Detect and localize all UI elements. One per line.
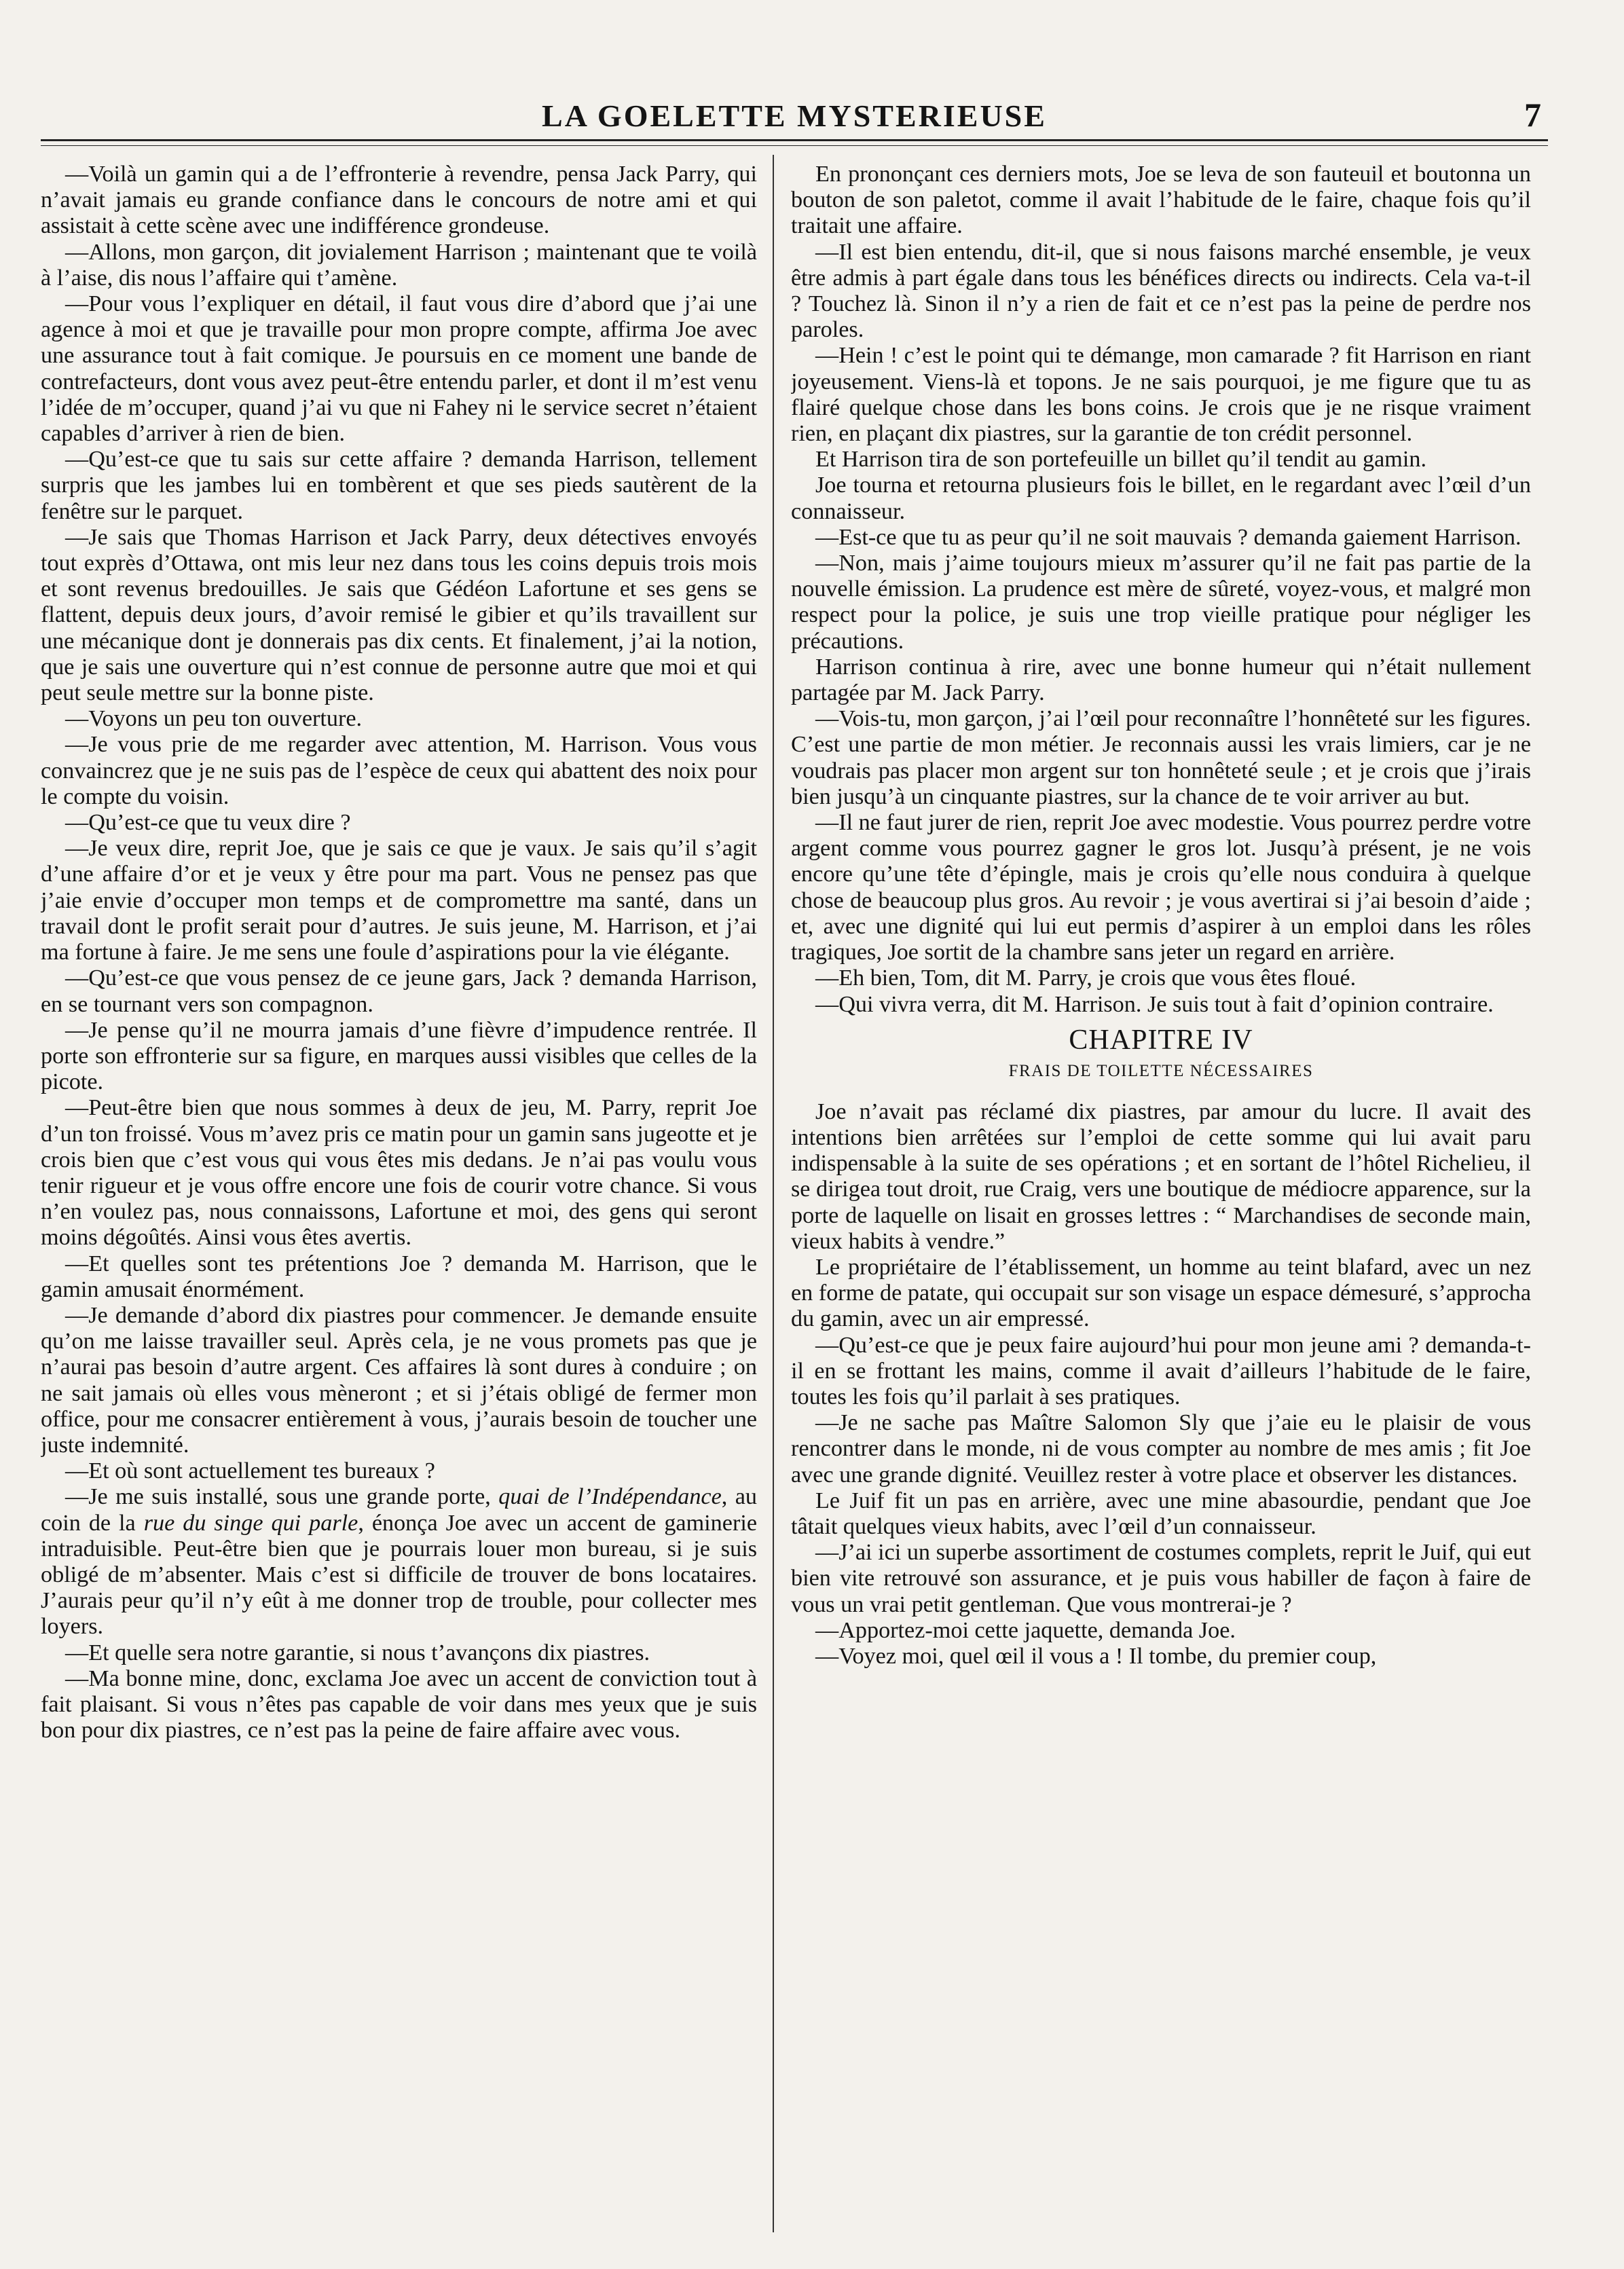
paragraph: En prononçant ces derniers mots, Joe se leva de son fauteuil et boutonna un bouton de son paletot, comme il avait l’habitude de le faire, chaque fois qu’il traitait une affaire.: [791, 162, 1531, 239]
paragraph: —Voyez moi, quel œil il vous a ! Il tombe, du premier coup,: [815, 1643, 1377, 1669]
paragraph: Joe n’avait pas réclamé dix piastres, par amour du lucre. Il avait des intentions bien arrêtées sur l’emploi de cette somme qui lui avait paru indispensable à la suite de ses opérations ; et en sortant de l’hôtel Richelieu, il se dirigea tout droit, rue Craig, vers une boutique de médiocre apparence, sur la porte de laquelle on lisait en grosses lettres : “ Marchandises de seconde main, vieux habits à vendre.”: [791, 1099, 1531, 1254]
paragraph: —Je veux dire, reprit Joe, que je sais ce que je vaux. Je sais qu’il s’agit d’une affaire d’or et je veux y être pour ma part. Vous ne pensez pas que j’aie envie d’occuper mon temps et de compromettre ma santé, dans un travail dont le profit serait pour d’autres. Je suis jeune, M. Harrison, et j’ai ma fortune à faire. Je me sens une foule d’aspirations pour la vie élégante.: [41, 836, 757, 965]
paragraph: —Qu’est-ce que je peux faire aujourd’hui pour mon jeune ami ? demanda-t-il en se frottant les mains, comme il avait d’ailleurs l’habitude de le faire, toutes les fois qu’il parlait à ses pratiques.: [791, 1332, 1531, 1409]
paragraph: —Je vous prie de me regarder avec attention, M. Harrison. Vous vous convaincrez que je ne suis pas de l’espèce de ceux qui abattent des noix pour le compte du voisin.: [41, 732, 757, 809]
left-column: [41, 162, 757, 2239]
paragraph: [41, 1484, 757, 1640]
paragraph: Joe tourna et retourna plusieurs fois le billet, en le regardant avec l’œil d’un connaisseur.: [791, 473, 1531, 524]
paragraph: —J’ai ici un superbe assortiment de costumes complets, reprit le Juif, qui eut bien vite retrouvé son assurance, et je puis vous habiller de façon à faire de vous un vrai petit gentleman. Que vous montrerai-je ?: [791, 1540, 1531, 1617]
italic-street-name: rue du singe qui parle: [143, 1510, 358, 1536]
paragraph: —Je sais que Thomas Harrison et Jack Parry, deux détectives envoyés tout exprès d’Ottawa, ont mis leur nez dans tous les coins depuis trois mois et sont revenus bredouilles. Je sais que Gédéon Lafortune et ses gens se flattent, depuis deux jours, d’avoir remisé le gibier et qu’ils travaillent sur une mécanique dont je donnerais pas dix cents. Et finalement, j’ai la notion, que je sais une ouverture qui n’est connue de personne autre que moi et qui peut seule mettre sur la bonne piste.: [41, 524, 757, 706]
paragraph: —Et quelle sera notre garantie, si nous t’avançons dix piastres.: [65, 1640, 650, 1665]
paragraph: Le propriétaire de l’établissement, un homme au teint blafard, avec un nez en forme de patate, qui occupait sur son visage un espace démesuré, s’approcha du gamin, avec un air empressé.: [791, 1254, 1531, 1332]
text-run: , au coin de la: [41, 1484, 757, 1536]
italic-place-name: quai de l’Indépendance: [498, 1484, 722, 1510]
column-divider: [773, 155, 774, 2232]
running-title: LA GOELETTE MYSTERIEUSE: [542, 98, 1047, 133]
paragraph: —Non, mais j’aime toujours mieux m’assurer qu’il ne fait pas partie de la nouvelle émission. La prudence est mère de sûreté, voyez-vous, et malgré mon respect pour la police, je suis une trop vieille pratique pour négliger les précautions.: [791, 551, 1531, 654]
paragraph: —Qui vivra verra, dit M. Harrison. Je suis tout à fait d’opinion contraire.: [815, 991, 1494, 1017]
paragraph: —Apportez-moi cette jaquette, demanda Joe.: [815, 1617, 1236, 1643]
paragraph: —Je ne sache pas Maître Salomon Sly que j’aie eu le plaisir de vous rencontrer dans le monde, ni de vous compter au nombre de mes amis ; fit Joe avec une grande dignité. Veuillez rester à votre place et observer les distances.: [791, 1410, 1531, 1488]
paragraph: —Peut-être bien que nous sommes à deux de jeu, M. Parry, reprit Joe d’un ton froissé. Vous m’avez pris ce matin pour un gamin sans jugeotte et je crois bien que c’est vous qui vous êtes mis dedans. Je n’ai pas voulu vous tenir rigueur et je vous offre encore une fois de courir votre chance. Si vous n’en voulez pas, nous connaissons, Lafortune et moi, des gens qui seront moins dégoûtés. Ainsi vous êtes avertis.: [41, 1095, 757, 1251]
text-run: —Je me suis installé, sous une grande porte,: [65, 1484, 499, 1510]
paragraph: Et Harrison tira de son portefeuille un billet qu’il tendit au gamin.: [815, 447, 1427, 473]
paragraph: —Ma bonne mine, donc, exclama Joe avec un accent de conviction tout à fait plaisant. Si vous n’êtes pas capable de voir dans mes yeux que je suis bon pour dix piastres, ce n’est pas la peine de faire affaire avec vous.: [41, 1665, 757, 1744]
paragraph: —Voilà un gamin qui a de l’effronterie à revendre, pensa Jack Parry, qui n’avait jamais eu grande confiance dans le concours de notre ami et qui assistait à cette scène avec une indifférence grondeuse.: [41, 162, 757, 239]
paragraph: Harrison continua à rire, avec une bonne humeur qui n’était nullement partagée par M. Jack Parry.: [791, 654, 1531, 706]
paragraph: —Et où sont actuellement tes bureaux ?: [65, 1458, 435, 1484]
header-rule-thin: [41, 145, 1548, 146]
text-run: , énonça Joe avec un accent de gaminerie intraduisible. Peut-être bien que je pourrais louer mon bureau, si je suis obligé de m’absenter. Mais c’est si difficile de trouver de bons locataires. J’aurais peur qu’il n’y eût à me donner trop de trouble, pour collecter mes loyers.: [41, 1510, 757, 1640]
right-column: [791, 162, 1531, 2239]
paragraph: —Hein ! c’est le point qui te démange, mon camarade ? fit Harrison en riant joyeusement. Viens-là et topons. Je ne sais pourquoi, je me figure que tu as flairé quelque chose dans les bons coins. Je crois que je ne risque vraiment rien, en plaçant dix piastres, sur la garantie de ton crédit personnel.: [791, 343, 1531, 447]
paragraph: —Je pense qu’il ne mourra jamais d’une fièvre d’impudence rentrée. Il porte son effronterie sur sa figure, en marques aussi visibles que celles de la picote.: [41, 1017, 757, 1095]
paragraph: —Voyons un peu ton ouverture.: [65, 706, 363, 732]
page-header: [41, 95, 1548, 143]
paragraph: —Qu’est-ce que tu sais sur cette affaire ? demanda Harrison, tellement surpris que les jambes lui en tombèrent et que ses pieds sautèrent de la fenêtre sur le parquet.: [41, 447, 757, 524]
paragraph: —Est-ce que tu as peur qu’il ne soit mauvais ? demanda gaiement Harrison.: [815, 524, 1521, 550]
paragraph: —Il est bien entendu, dit-il, que si nous faisons marché ensemble, je veux être admis à part égale dans tous les bénéfices directs ou indirects. Cela va-t-il ? Touchez là. Sinon il n’y a rien de fait et ce n’est pas la peine de perdre nos paroles.: [791, 239, 1531, 343]
paragraph: —Pour vous l’expliquer en détail, il faut vous dire d’abord que j’ai une agence à moi et que je travaille pour mon propre compte, affirma Joe avec une assurance tout à fait comique. Je poursuis en ce moment une bande de contrefacteurs, dont vous avez peut-être entendu parler, et dont il m’est venu l’idée de m’occuper, quand j’ai vu que ni Fahey ni le service secret n’étaient capables d’arriver à rien de bien.: [41, 291, 757, 447]
paragraph: —Eh bien, Tom, dit M. Parry, je crois que vous êtes floué.: [815, 965, 1357, 991]
paragraph: —Qu’est-ce que tu veux dire ?: [65, 810, 351, 836]
paragraph: —Vois-tu, mon garçon, j’ai l’œil pour reconnaître l’honnêteté sur les figures. C’est une partie de mon métier. Je reconnais aussi les vrais limiers, car je ne voudrais pas placer mon argent sur ton honnêteté seule ; et je crois que j’irais bien jusqu’à un cinquante piastres, sur la chance de te voir arriver au but.: [791, 706, 1531, 809]
paragraph: —Qu’est-ce que vous pensez de ce jeune gars, Jack ? demanda Harrison, en se tournant vers son compagnon.: [41, 965, 757, 1017]
header-rule: [41, 139, 1548, 141]
paragraph: —Et quelles sont tes prétentions Joe ? demanda M. Harrison, que le gamin amusait énormément.: [41, 1251, 757, 1302]
paragraph: —Je demande d’abord dix piastres pour commencer. Je demande ensuite qu’on me laisse travailler seul. Après cela, je ne vous promets pas que je n’aurai pas besoin d’autre argent. Ces affaires là sont dures à conduire ; on ne sait jamais où elles vous mèneront ; et si j’étais obligé de fermer mon office, pour me consacrer entièrement à vous, j’aurais besoin de toucher une juste indemnité.: [41, 1302, 757, 1458]
paragraph: —Il ne faut jurer de rien, reprit Joe avec modestie. Vous pourrez perdre votre argent comme vous pourrez gagner le gros lot. Jusqu’à présent, je ne vois encore qu’une tête d’épingle, mais je crois qu’elle nous conduira à quelque chose de beaucoup plus gros. Au revoir ; je vous avertirai si j’ai besoin d’aide ; et, avec une dignité qui lui eut permis d’aspirer à un emploi dans les rôles tragiques, Joe sortit de la chambre sans jeter un regard en arrière.: [791, 810, 1531, 965]
chapter-title: CHAPITRE IV: [1069, 1024, 1253, 1056]
paragraph: Le Juif fit un pas en arrière, avec une mine abasourdie, pendant que Joe tâtait quelques vieux habits, avec l’œil d’un connaisseur.: [791, 1488, 1531, 1539]
paragraph: —Allons, mon garçon, dit jovialement Harrison ; maintenant que te voilà à l’aise, dis nous l’affaire qui t’amène.: [41, 239, 757, 291]
page-number: 7: [1524, 96, 1541, 134]
chapter-subtitle: FRAIS DE TOILETTE NÉCESSAIRES: [1008, 1061, 1314, 1080]
